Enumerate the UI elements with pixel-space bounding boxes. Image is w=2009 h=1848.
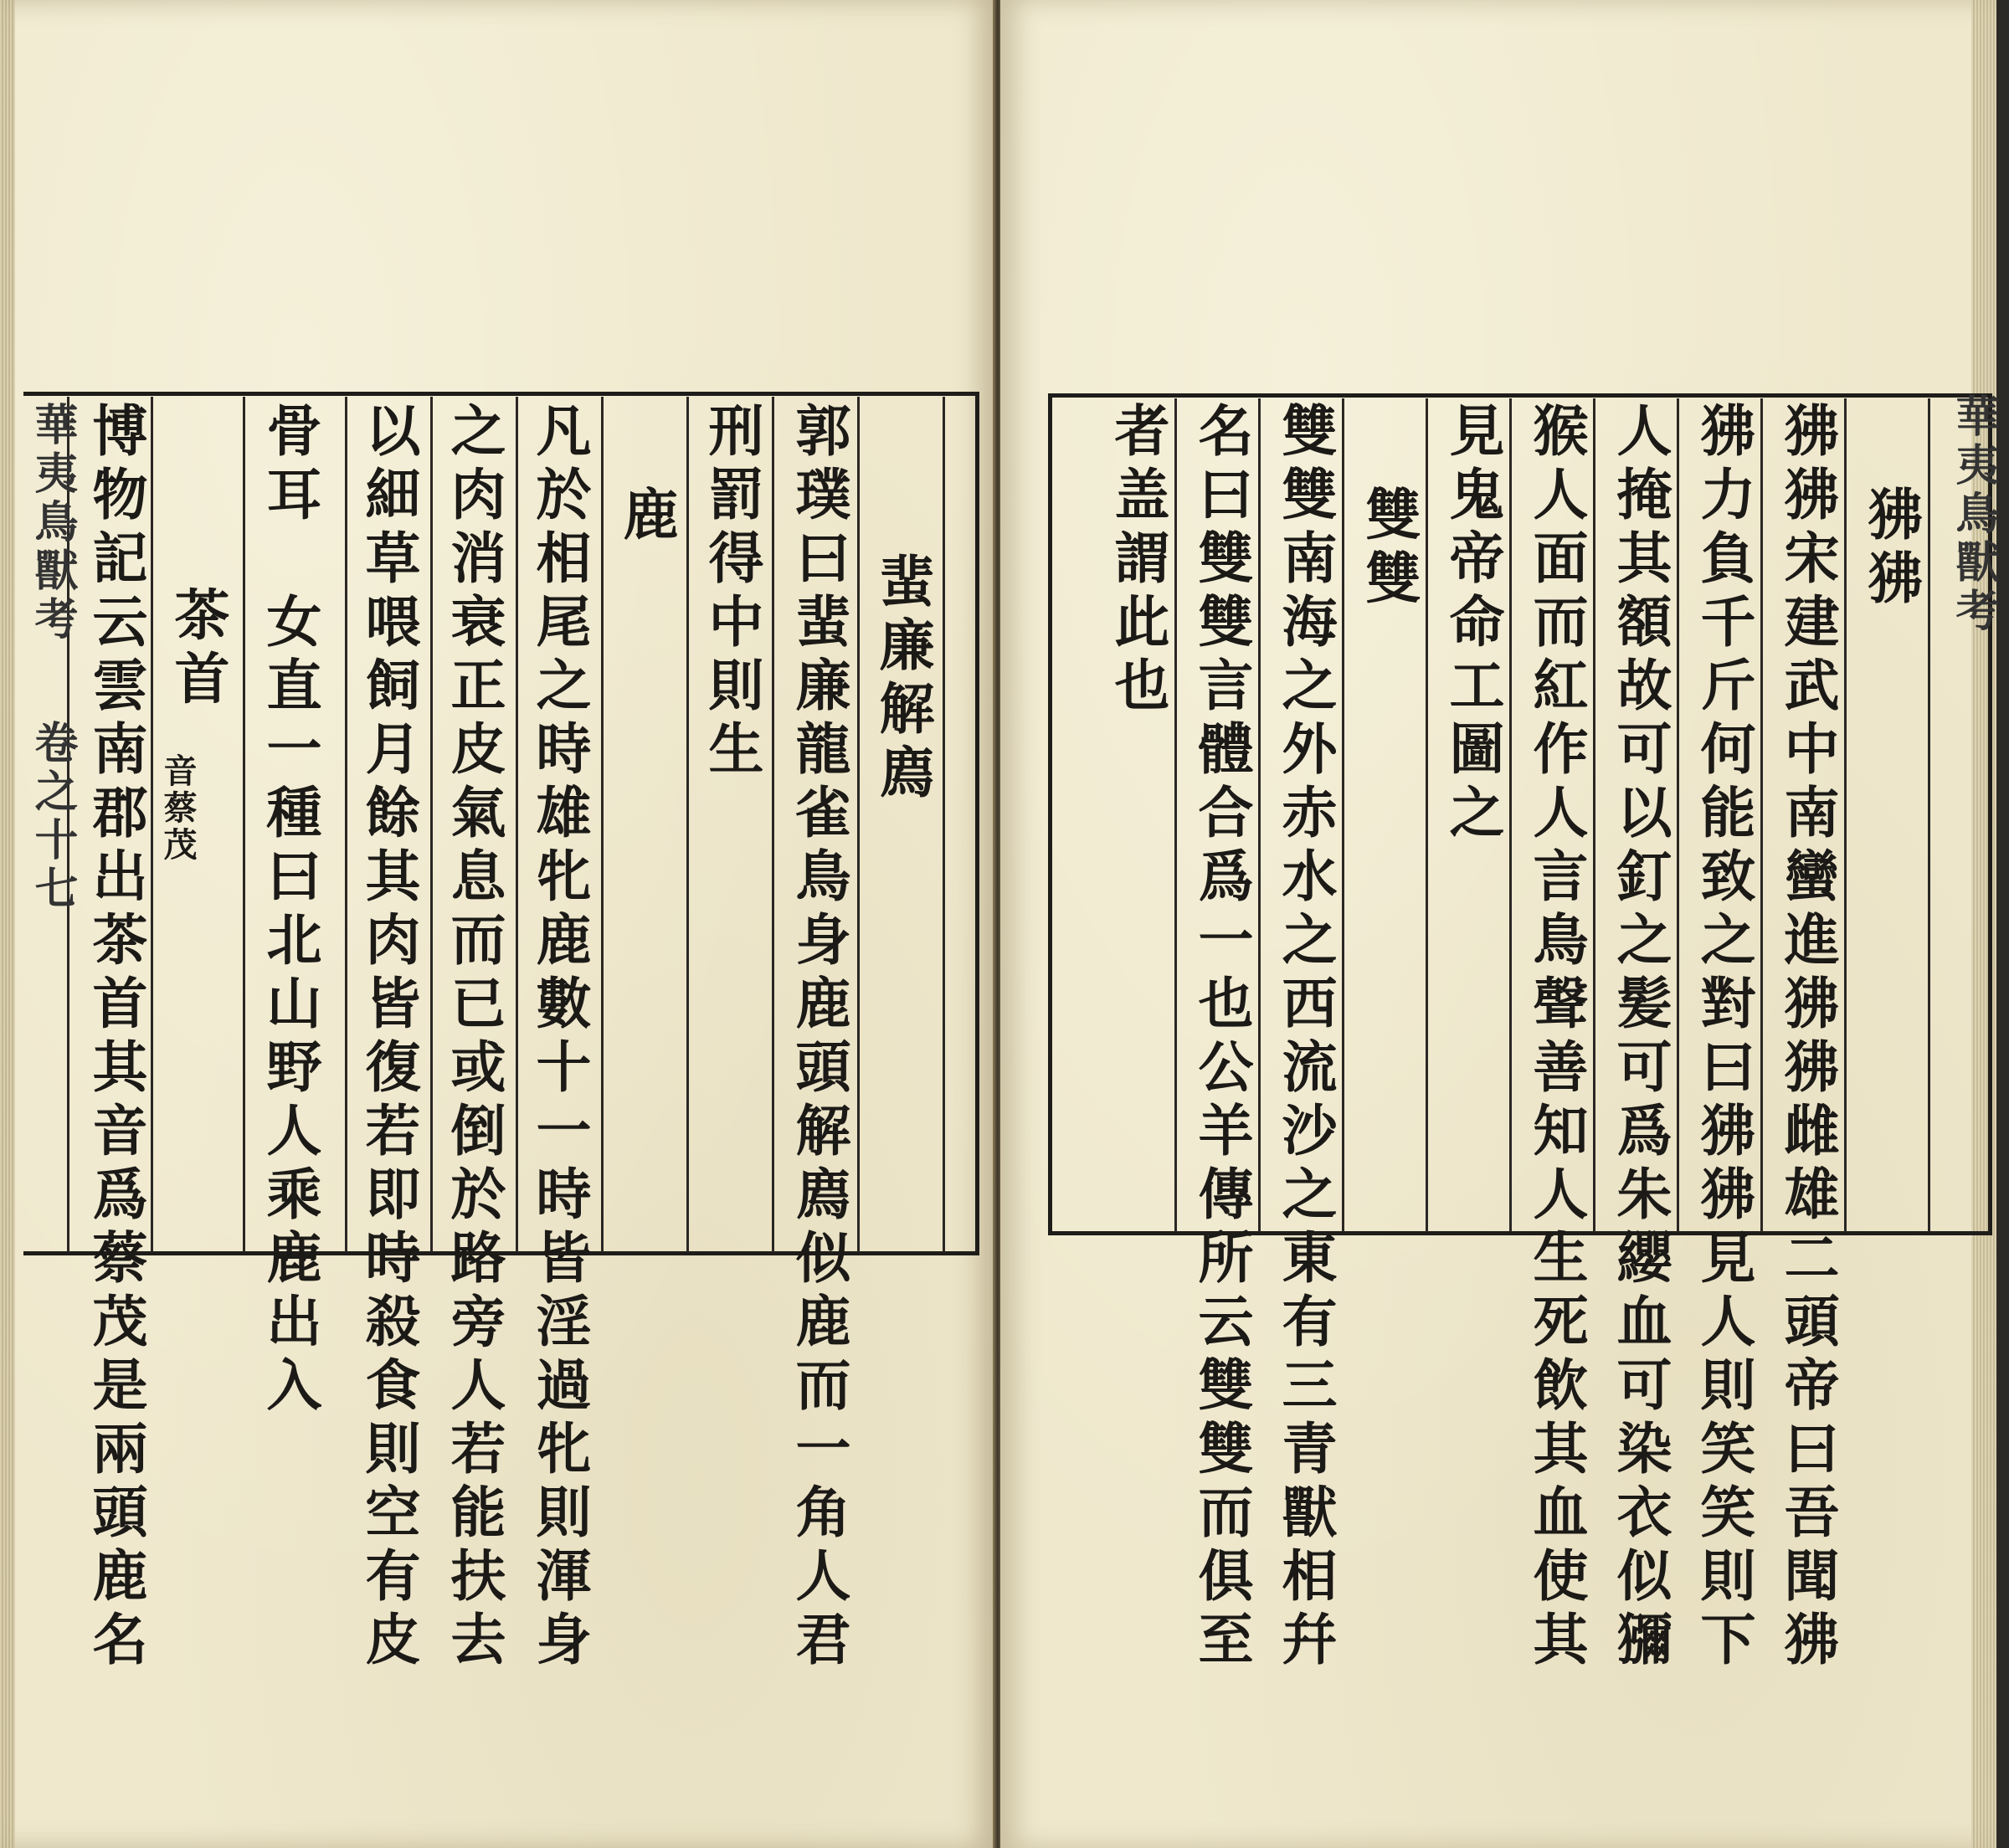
column-rule (516, 397, 518, 1252)
column-rule (430, 397, 433, 1252)
column-rule (601, 397, 604, 1252)
text-column: 郭璞曰蜚廉龍雀鳥身鹿頭解廌似鹿而一角人君 (786, 402, 851, 1674)
left-page (0, 0, 994, 1848)
text-column: 見鬼帝命工圖之 (1440, 402, 1505, 847)
text-column: 狒狒宋建武中南蠻進狒狒雌雄二頭帝曰吾聞狒 (1775, 402, 1840, 1674)
column-rule (772, 397, 774, 1252)
column-rule (243, 397, 245, 1252)
text-column: 者盖謂此也 (1105, 402, 1170, 720)
text-column: 雙雙南海之外赤水之西流沙之東有三青獸相幷 (1272, 402, 1338, 1674)
column-rule (943, 397, 945, 1252)
entry-heading: 茶首 (165, 586, 230, 713)
page-margin-title: 華夷鳥獸考 (27, 402, 78, 644)
column-rule (686, 397, 689, 1252)
text-column: 以細草喂飼月餘其肉皆復若即時殺食則空有皮 (356, 402, 421, 1674)
text-column: 名曰雙雙言體合爲一也公羊傳所云雙雙而俱至 (1189, 402, 1254, 1674)
entry-heading: 雙雙 (1356, 485, 1421, 613)
page-margin-volume: 卷之十七 (27, 720, 78, 914)
text-column: 刑罰得中則生 (699, 402, 764, 783)
text-column: 猴人面而紅作人言鳥聲善知人生死飲其血使其 (1523, 402, 1589, 1674)
text-column: 博物記云雲南郡出茶首其音爲蔡茂是兩頭鹿名 (83, 402, 148, 1674)
entry-heading: 蜚廉解廌 (870, 552, 935, 807)
text-column: 骨耳 女直一種曰北山野人乘鹿出入 (257, 402, 322, 1419)
text-column: 狒力負千斤何能致之對曰狒狒見人則笑笑則下 (1691, 402, 1756, 1674)
annotation: 音蔡茂 (158, 753, 198, 864)
text-column: 凡於相尾之時雄牝鹿數十一時皆淫過牝則渾身 (527, 402, 592, 1674)
page-margin-title: 華夷鳥獸考 (1948, 393, 1999, 636)
right-page (1000, 0, 1999, 1848)
text-column: 人掩其額故可以釘之髪可爲朱纓血可染衣似獼 (1607, 402, 1672, 1674)
text-column: 之肉消衰正皮氣息而已或倒於路旁人若能扶去 (441, 402, 506, 1674)
column-rule (345, 397, 347, 1252)
entry-heading: 鹿 (614, 485, 679, 549)
entry-heading: 狒狒 (1858, 485, 1924, 613)
left-page-edge (0, 0, 15, 1848)
